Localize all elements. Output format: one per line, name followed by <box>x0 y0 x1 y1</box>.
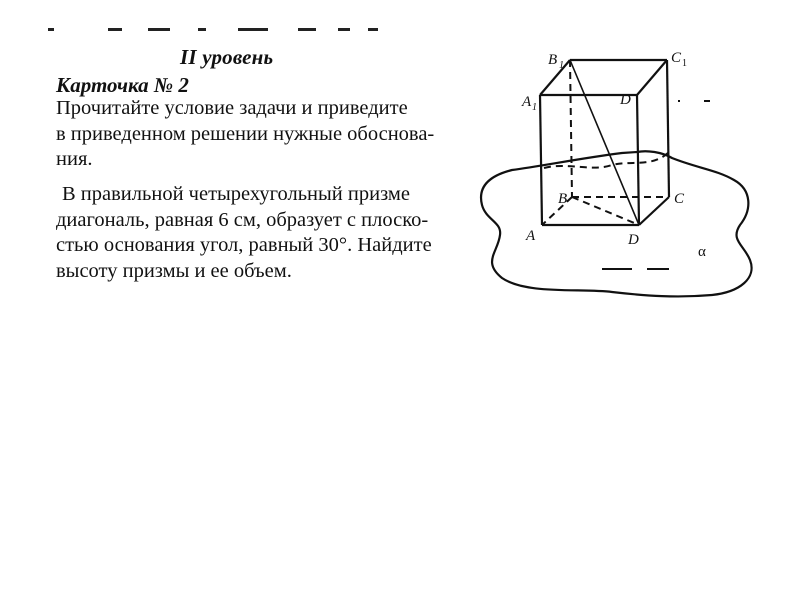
label-d: D <box>628 232 639 248</box>
card-heading: Карточка № 2 <box>56 73 189 97</box>
label-b1: B <box>548 52 558 68</box>
instruction-line: ния. <box>56 148 93 170</box>
problem-paragraph <box>56 182 456 284</box>
edge-d1d <box>637 95 639 225</box>
plane-alpha-shape <box>481 151 752 296</box>
instruction-line: Прочитайте условие задачи и приведите <box>56 97 408 119</box>
label-b1-sub: 1 <box>559 60 564 71</box>
label-b: B <box>558 191 568 207</box>
prism-figure <box>472 40 762 310</box>
label-d1: D <box>620 92 631 108</box>
label-a: A <box>526 228 536 244</box>
edge-ba-hidden <box>542 197 572 225</box>
label-plane-alpha: α <box>698 244 706 260</box>
label-a1-sub: 1 <box>532 102 537 113</box>
problem-line: диагональ, равная 6 см, образует с плоско- <box>56 208 429 231</box>
label-a1: A <box>522 94 532 110</box>
label-c1: C <box>671 50 682 66</box>
scan-speckles <box>602 100 710 270</box>
label-c1-sub: 1 <box>682 58 687 69</box>
edge-b1b-hidden <box>570 60 572 197</box>
instruction-paragraph <box>56 96 456 173</box>
problem-line: высоту призмы и ее объем. <box>56 259 292 282</box>
edge-a1a <box>540 95 542 225</box>
edge-c1c <box>667 60 669 197</box>
level-heading: II уровень <box>180 45 274 69</box>
edge-c1d1 <box>637 60 667 95</box>
prism-diagram <box>472 40 762 310</box>
problem-line: В правильной четырехугольный призме <box>62 183 410 205</box>
edge-dc <box>639 197 669 225</box>
instruction-line: в приведенном решении нужные обоснова- <box>56 122 435 145</box>
label-c: C <box>674 191 685 207</box>
diagonal-b1d <box>570 60 639 225</box>
cropped-text-artifact <box>48 24 388 38</box>
problem-line: стью основания угол, равный 30°. Найдите <box>56 234 432 256</box>
